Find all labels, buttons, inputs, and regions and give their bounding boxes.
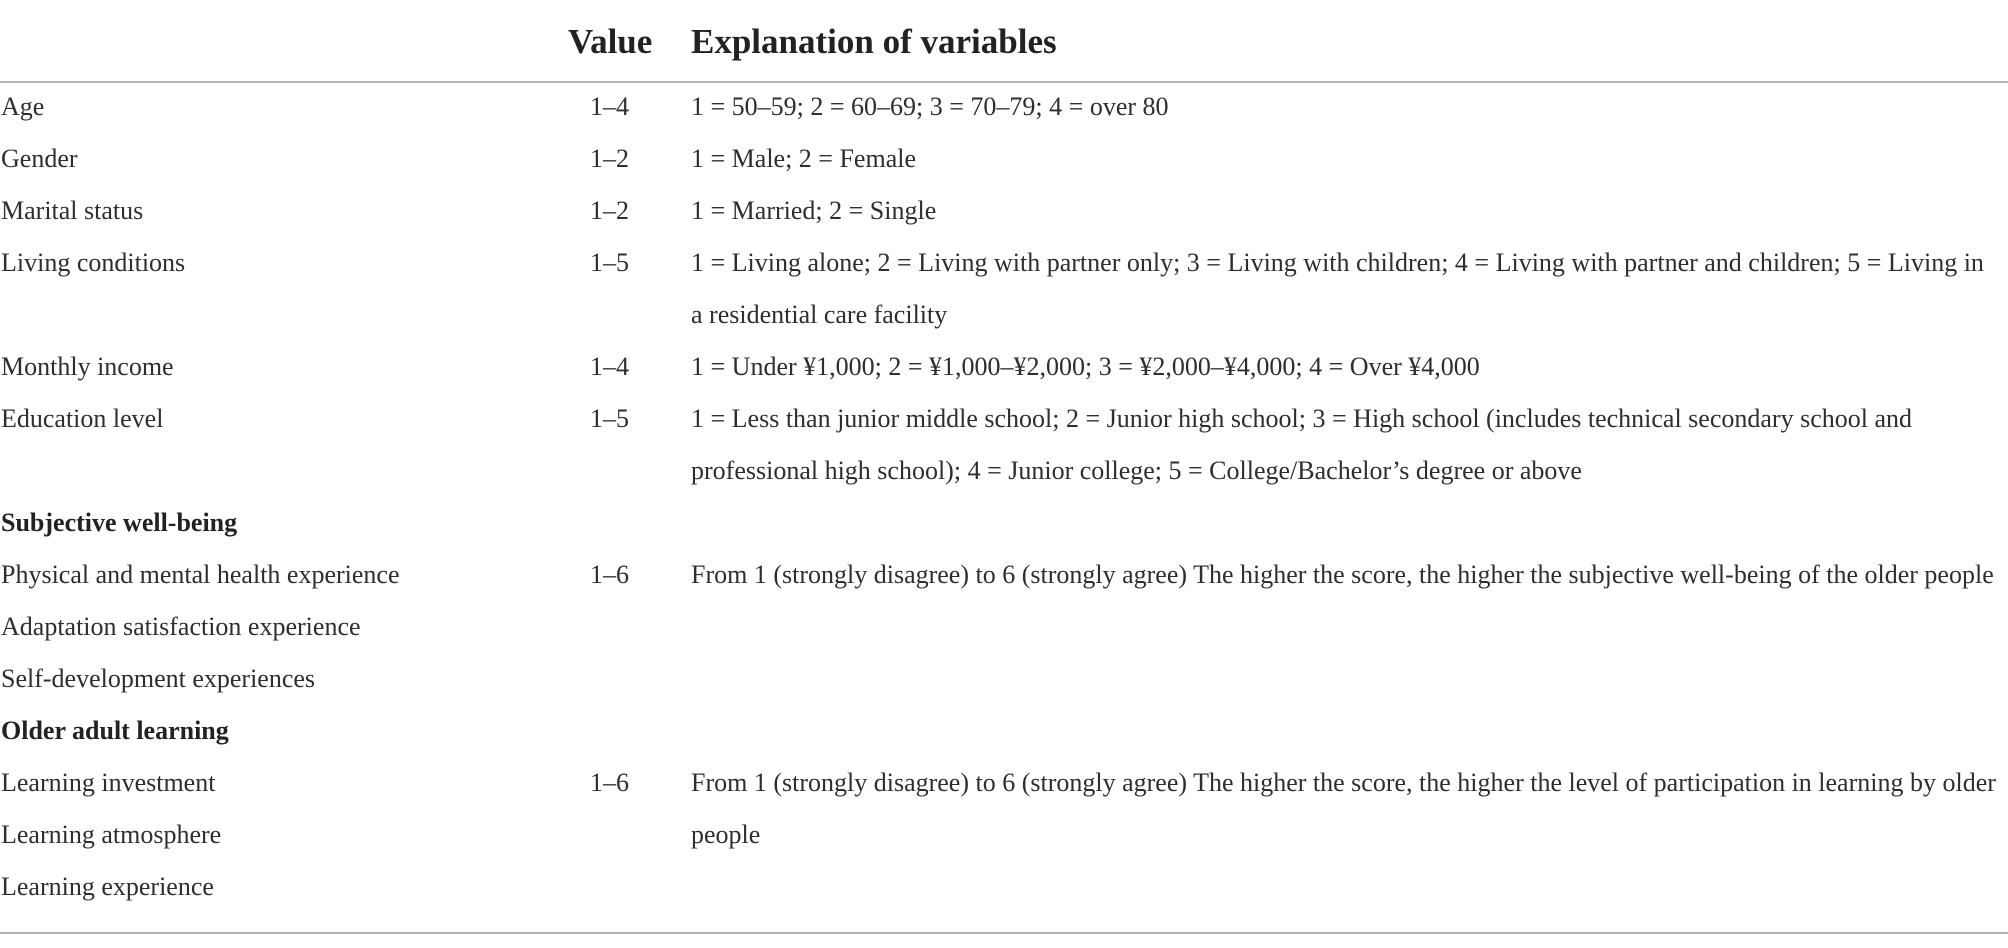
variable-cell: Age [1,92,45,121]
section-title-older-adult-learning: Older adult learning [1,716,229,745]
table-header-row [0,18,2008,66]
explanation-cell: 1 = Under ¥1,000; 2 = ¥1,000–¥2,000; 3 = ¥2,000–¥4,000; 4 = Over ¥4,000 [691,352,1480,381]
list-item: Learning atmosphere [1,820,222,849]
variable-cell: Gender [1,144,78,173]
explanation-cell: 1 = Male; 2 = Female [691,144,916,173]
learning-dimension-list [1,757,221,913]
value-cell: 1–2 [590,144,629,173]
explanation-cell: From 1 (strongly disagree) to 6 (strongly agree) The higher the score, the higher the level of participation in learning by older people [691,768,1996,849]
variable-cell: Living conditions [1,248,186,277]
list-item: Physical and mental health experience [1,560,400,589]
explanation-cell: From 1 (strongly disagree) to 6 (strongly agree) The higher the score, the higher the subjective well-being of the older people [691,560,1994,589]
list-item: Adaptation satisfaction experience [1,612,361,641]
list-item: Learning investment [1,768,216,797]
value-cell: 1–4 [590,352,629,381]
value-cell: 1–5 [590,248,629,277]
value-cell: 1–4 [590,92,629,121]
header-explanation: Explanation of variables [691,22,1057,61]
header-value: Value [568,22,653,61]
variable-cell: Monthly income [1,352,174,381]
explanation-cell: 1 = Less than junior middle school; 2 = Junior high school; 3 = High school (includes technical secondary school and professional high school); 4 = Junior college; 5 = College/Bachelor’s degree or above [691,404,1912,485]
variable-cell: Education level [1,404,164,433]
value-cell: 1–5 [590,404,629,433]
value-cell: 1–2 [590,196,629,225]
section-title-subjective-well-being: Subjective well-being [1,508,238,537]
list-item: Self-development experiences [1,664,316,693]
value-cell: 1–6 [590,768,629,797]
list-item: Learning experience [1,872,214,901]
table-bottom-rule [0,932,2008,934]
explanation-cell: 1 = 50–59; 2 = 60–69; 3 = 70–79; 4 = over 80 [691,92,1169,121]
swb-dimension-list [1,549,400,705]
explanation-cell: 1 = Living alone; 2 = Living with partner only; 3 = Living with children; 4 = Living with partner and children; 5 = Living in a residential care facility [691,248,1984,329]
explanation-cell: 1 = Married; 2 = Single [691,196,937,225]
value-cell: 1–6 [590,560,629,589]
variable-cell: Marital status [1,196,144,225]
